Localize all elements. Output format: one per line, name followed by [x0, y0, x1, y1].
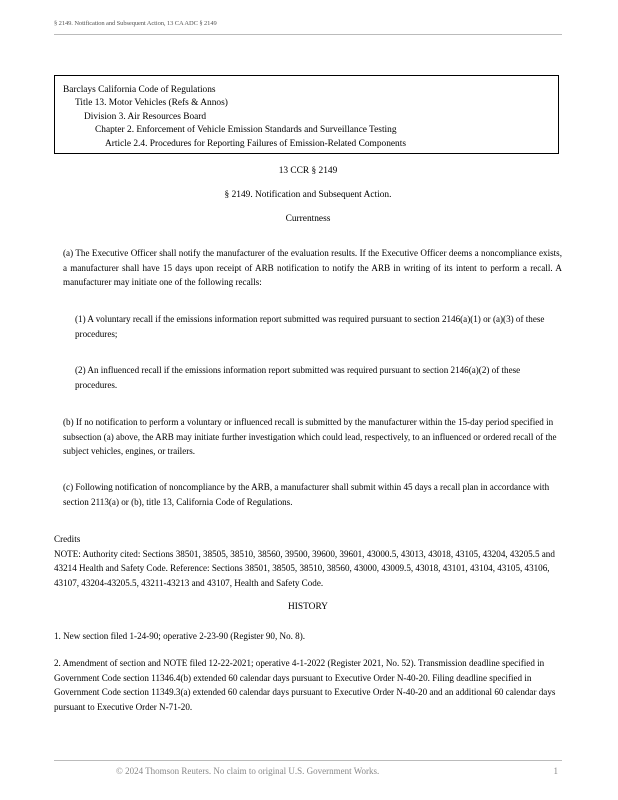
history-item-2: 2. Amendment of section and NOTE filed 12-22-2021; operative 4-1-2022 (Register 2021, No. 52). Transmission deadline specified in Government Code section 11346.4(b) extended 60 calendar days pursuant to Executive Order N-40-20. Filing deadline specified in Government Code section 11349.3(a) extended 60 calendar days pursuant to Executive Order N-40-20 and an additional 60 calendar days pursuant to Executive Order N-71-20.	[54, 658, 556, 712]
paragraph-c: (c) Following notification of noncompliance by the ARB, a manufacturer shall submit within 45 days a recall plan in accordance with section 2113(a) or (b), title 13, California Code of Regulations.	[63, 482, 550, 507]
citation-box	[54, 75, 559, 154]
document-cite: 13 CCR § 2149	[278, 166, 338, 176]
section-title: § 2149. Notification and Subsequent Action.	[224, 190, 392, 200]
currentness-link[interactable]: Currentness	[285, 214, 331, 224]
paragraph-a1: (1) A voluntary recall if the emissions information report submitted was required pursuant to section 2146(a)(1) or (a)(3) of these procedures;	[75, 314, 545, 339]
credits-heading: Credits	[54, 534, 81, 544]
copyright-notice: © 2024 Thomson Reuters. No claim to original U.S. Government Works.	[116, 766, 380, 776]
citation-title[interactable]: Title 13. Motor Vehicles (Refs & Annos)	[75, 98, 228, 109]
history-heading: HISTORY	[288, 602, 328, 612]
history-item-1: 1. New section filed 1-24-90; operative 2-23-90 (Register 90, No. 8).	[54, 631, 306, 641]
citation-article[interactable]: Article 2.4. Procedures for Reporting Failures of Emission-Related Components	[105, 138, 406, 149]
citation-chapter[interactable]: Chapter 2. Enforcement of Vehicle Emission Standards and Surveillance Testing	[95, 125, 397, 136]
credits-note: NOTE: Authority cited: Sections 38501, 38505, 38510, 38560, 39500, 39600, 39601, 43000.5, 43013, 43018, 43105, 43204, 43205.5 and 43214 Health and Safety Code. Reference: Sections 38501, 38505, 38510, 38560, 43000, 43009.5, 43018, 43101, 43104, 43105, 43106, 43107, 43204-43205.5, 43211-43213 and 43107, Health and Safety Code.	[54, 548, 555, 588]
citation-division[interactable]: Division 3. Air Resources Board	[84, 111, 207, 122]
paragraph-a2: (2) An influenced recall if the emissions information report submitted was required pursuant to section 2146(a)(2) of these procedures.	[75, 365, 521, 390]
running-header: § 2149. Notification and Subsequent Action, 13 CA ADC § 2149	[54, 20, 562, 35]
citation-publication[interactable]: Barclays California Code of Regulations	[63, 85, 216, 95]
page-number: 1	[553, 766, 558, 776]
paragraph-a: (a) The Executive Officer shall notify the manufacturer of the evaluation results. If the Executive Officer deems a noncompliance exists, a manufacturer shall have 15 days upon receipt of ARB notification to notify the ARB in writing of its intent to perform a recall. A manufacturer may initiate one of the following recalls:	[63, 248, 562, 288]
page-footer	[54, 760, 562, 776]
paragraph-b: (b) If no notification to perform a voluntary or influenced recall is submitted by the manufacturer within the 15-day period specified in subsection (a) above, the ARB may initiate further investigation which could lead, respectively, to an influenced or ordered recall of the subject vehicles, engines, or trailers.	[63, 417, 557, 457]
credits-section	[54, 532, 564, 590]
